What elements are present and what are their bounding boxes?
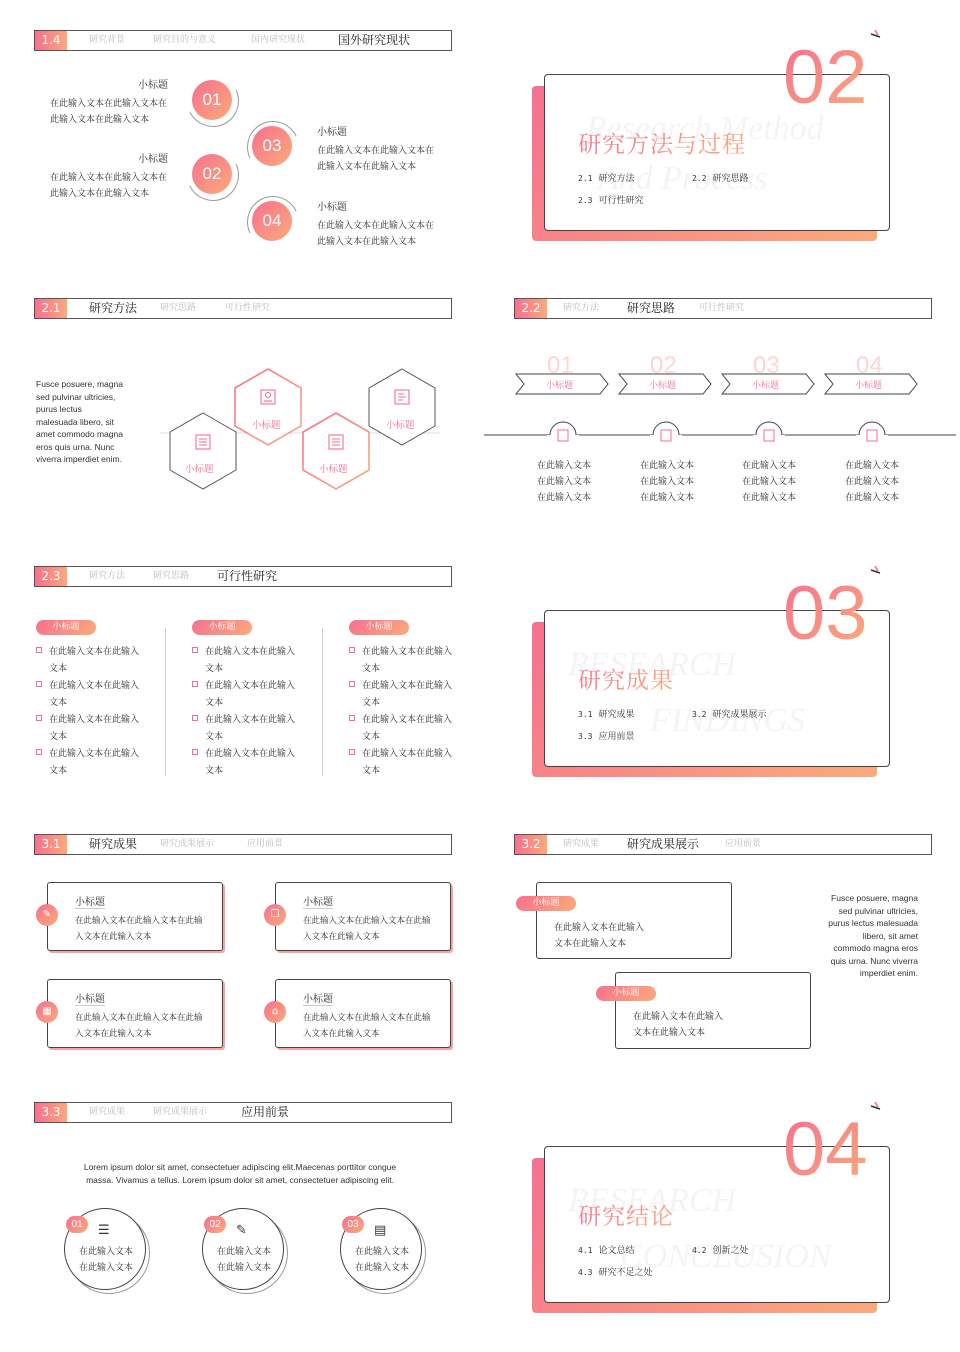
tab-findings[interactable]: 研究成果 <box>89 837 138 851</box>
tab-findings[interactable]: 研究成果 <box>89 1107 126 1117</box>
text-line: 在此输入文本 <box>845 493 900 503</box>
circle-text <box>79 1244 133 1276</box>
document-icon: ▤ <box>374 1223 387 1238</box>
section-title: 研究结论 <box>578 1198 674 1231</box>
step-label-3: 小标题 <box>752 381 780 391</box>
bullet-item: 在此输入文本在此输入 <box>349 746 452 763</box>
bullet-cont: 文本 <box>362 766 381 776</box>
text-line: 在此输入文本在此输入文本在 <box>50 99 168 109</box>
text-line: 在此输入文本在此输入文本在 <box>50 173 168 183</box>
column-pill-3: 小标题 <box>349 620 409 635</box>
item-number: 2.1 <box>578 174 593 183</box>
slide-3-2 <box>480 804 960 1072</box>
tab-approach[interactable]: 研究思路 <box>160 303 197 313</box>
building-icon: ⌂ <box>264 1001 286 1023</box>
item-number: 3.1 <box>578 710 593 719</box>
step-label-4: 小标题 <box>855 381 883 391</box>
result-box-2 <box>275 882 451 951</box>
hex-label-3: 小标题 <box>319 464 348 475</box>
slide-2-3 <box>0 536 480 804</box>
text-line: 在此输入文本 <box>742 493 797 503</box>
text-line: 在此输入文本 <box>742 477 797 487</box>
item-number: 2.3 <box>578 196 593 205</box>
tab-method[interactable]: 研究方法 <box>89 301 138 315</box>
step-label-2: 小标题 <box>649 381 677 391</box>
text-line: 在此输入文本在此输入文本在此输 <box>75 916 203 926</box>
text-line: viverra imperdiet enim. <box>36 454 122 464</box>
slide-3-1 <box>0 804 480 1072</box>
step-number-01: 01 <box>547 352 574 379</box>
tab-showcase[interactable]: 研究成果展示 <box>160 839 215 849</box>
step-text-2 <box>640 458 694 506</box>
bullet-cont: 文本 <box>49 664 68 674</box>
box-text <box>75 1010 203 1042</box>
toc-item-3-3[interactable] <box>578 729 634 742</box>
item-number: 4.1 <box>578 1246 593 1255</box>
section-02-cover <box>480 0 960 268</box>
bullet-item: 在此输入文本在此输入 <box>192 746 295 763</box>
showcase-pill-1: 小标题 <box>516 896 576 911</box>
badge-03: 03 <box>342 1216 364 1233</box>
text-line: commodo magna eros <box>833 943 918 953</box>
tab-findings[interactable]: 研究成果 <box>563 839 600 849</box>
text-line: 在此输入文本 <box>640 477 695 487</box>
tab-feasibility[interactable]: 可行性研究 <box>699 303 745 313</box>
bullet-list-3 <box>349 644 452 780</box>
bullet-cont: 文本 <box>205 664 224 674</box>
item-text-03 <box>317 143 434 175</box>
bullet-item: 在此输入文本在此输入 <box>349 644 452 661</box>
book-icon: ✎ <box>36 904 58 926</box>
bullet-item: 在此输入文本在此输入 <box>192 712 295 729</box>
header-bar <box>34 298 452 319</box>
section-title: 研究方法与过程 <box>578 126 746 159</box>
text-line: eros quis urna. Nunc <box>36 441 115 452</box>
item-title-03: 小标题 <box>317 127 347 138</box>
section-number: 3.1 <box>35 835 67 854</box>
column-pill-2: 小标题 <box>192 620 252 635</box>
showcase-box-2 <box>615 972 811 1049</box>
item-number: 3.3 <box>578 732 593 741</box>
item-text-01 <box>50 96 167 128</box>
tab-feasibility[interactable]: 可行性研究 <box>217 569 278 583</box>
box-text <box>303 913 431 945</box>
result-box-4 <box>275 979 451 1048</box>
tab-prospects[interactable]: 应用前景 <box>241 1105 290 1119</box>
text-line: 在此输入文本 <box>355 1247 410 1257</box>
toc-item-4-2[interactable] <box>692 1243 748 1256</box>
text-line: 入文本在此输入文本 <box>303 932 380 942</box>
text-line: 在此输入文本 <box>742 461 797 471</box>
header-bar <box>514 298 932 319</box>
text-line: 在此输入文本 <box>845 477 900 487</box>
bullet-cont: 文本 <box>362 732 381 742</box>
item-text-02 <box>50 170 167 202</box>
toc-item-4-1[interactable] <box>578 1243 634 1256</box>
tab-method[interactable]: 研究方法 <box>89 571 126 581</box>
step-text-4 <box>845 458 899 506</box>
hex-label-4: 小标题 <box>386 420 415 431</box>
bullet-item: 在此输入文本在此输入 <box>192 678 295 695</box>
section-title: 研究成果 <box>578 662 674 695</box>
tab-prospects[interactable]: 应用前景 <box>725 839 762 849</box>
toc-item-3-2[interactable] <box>692 707 766 720</box>
badge-03: 03 <box>252 126 292 166</box>
text-line: 在此输入文本 <box>537 493 592 503</box>
header-bar <box>34 834 452 855</box>
step-number-02: 02 <box>650 352 677 379</box>
item-number: 4.2 <box>692 1246 707 1255</box>
box-text <box>75 913 203 945</box>
result-box-1 <box>47 882 223 951</box>
circle-text <box>355 1244 409 1276</box>
text-line: 文本在此输入文本 <box>554 939 627 949</box>
section-number: 2.3 <box>35 567 67 586</box>
bullet-list-1 <box>36 644 139 780</box>
text-line: 此输入文本在此输入文本 <box>317 162 417 172</box>
text-line: 在此输入文本在此输入文本在此输 <box>75 1013 203 1023</box>
bullet-item: 在此输入文本在此输入 <box>192 644 295 661</box>
hexagon-1 <box>170 413 236 489</box>
bullet-item: 在此输入文本在此输入 <box>36 746 139 763</box>
bullet-cont: 文本 <box>49 766 68 776</box>
item-label: 研究思路 <box>712 174 749 184</box>
slide-2-2 <box>480 268 960 536</box>
tab-approach[interactable]: 研究思路 <box>153 571 190 581</box>
box-title: 小标题 <box>75 990 105 1006</box>
section-number: 03 <box>783 571 868 656</box>
item-label: 研究成果展示 <box>712 710 767 720</box>
step-number-04: 04 <box>856 352 883 379</box>
section-03-cover <box>480 536 960 804</box>
text-line: 入文本在此输入文本 <box>303 1029 380 1039</box>
step-label-1: 小标题 <box>546 381 574 391</box>
item-title-02: 小标题 <box>138 154 168 165</box>
text-line: 在此输入文本 <box>640 461 695 471</box>
bullet-cont: 文本 <box>205 698 224 708</box>
badge-04: 04 <box>252 201 292 241</box>
description-text <box>810 892 918 980</box>
badge-02: 02 <box>204 1216 226 1233</box>
intro-text <box>40 1161 440 1187</box>
hexagon-2 <box>235 369 301 445</box>
badge-01: 01 <box>66 1216 88 1233</box>
item-label: 创新之处 <box>712 1246 749 1256</box>
spark-icon <box>868 564 884 578</box>
bullet-cont: 文本 <box>205 732 224 742</box>
text-line: 在此输入文本 <box>217 1247 272 1257</box>
badge-01: 01 <box>192 80 232 120</box>
text-line: massa. Vivamus a tellus. Lorem ipsum dolor sit amet, consectetuer adipiscing elit. <box>86 1175 394 1185</box>
spark-icon <box>868 1100 884 1114</box>
item-number: 4.3 <box>578 1268 593 1277</box>
box-text <box>303 1010 431 1042</box>
bullet-item: 在此输入文本在此输入 <box>349 712 452 729</box>
text-line: 在此输入文本 <box>217 1263 272 1273</box>
description-text <box>36 378 123 466</box>
text-line: 在此输入文本在此输入文本在此输 <box>303 1013 431 1023</box>
circle-text <box>217 1244 271 1276</box>
spark-icon <box>868 28 884 42</box>
text-line: purus lectus malesuada <box>828 918 918 928</box>
text-line: 在此输入文本在此输入文本在 <box>317 146 435 156</box>
text-line: Lorem ipsum dolor sit amet, consectetuer adipiscing elit.Maecenas porttitor congue <box>83 1162 397 1172</box>
text-line: 在此输入文本 <box>640 493 695 503</box>
column-divider <box>165 628 166 776</box>
text-line: 在此输入文本 <box>845 461 900 471</box>
text-line: 在此输入文本 <box>79 1263 134 1273</box>
bullet-item: 在此输入文本在此输入 <box>36 678 139 695</box>
header-bar <box>34 1102 452 1123</box>
text-line: sed pulvinar ultricies, <box>838 905 918 916</box>
box-text <box>554 920 644 952</box>
bullet-cont: 文本 <box>49 732 68 742</box>
bullet-list-2 <box>192 644 295 780</box>
text-line: purus lectus <box>36 404 82 414</box>
text-line: 在此输入文本 <box>537 461 592 471</box>
item-label: 研究成果 <box>598 710 635 720</box>
text-line: 在此输入文本在此输入 <box>554 923 645 933</box>
hexagon-3 <box>303 413 369 489</box>
text-line: malesuada libero, sit <box>36 416 114 427</box>
item-label: 可行性研究 <box>598 196 644 206</box>
bullet-cont: 文本 <box>205 766 224 776</box>
tab-approach[interactable]: 研究思路 <box>627 301 676 315</box>
grid-icon: ▦ <box>36 1001 58 1023</box>
item-number: 2.2 <box>692 174 707 183</box>
text-line: 文本在此输入文本 <box>633 1028 706 1038</box>
bullet-cont: 文本 <box>362 664 381 674</box>
bullet-item: 在此输入文本在此输入 <box>36 644 139 661</box>
tab-foreign[interactable]: 国外研究现状 <box>338 33 411 47</box>
section-number: 02 <box>783 35 868 120</box>
tab-prospects[interactable]: 应用前景 <box>247 839 284 849</box>
text-line: sed pulvinar ultricies, <box>36 391 116 402</box>
section-number: 1.4 <box>35 31 67 50</box>
text-line: 在此输入文本在此输入 <box>633 1012 724 1022</box>
text-line: 此输入文本在此输入文本 <box>50 189 150 199</box>
text-line: 此输入文本在此输入文本 <box>317 237 417 247</box>
section-04-cover <box>480 1072 960 1340</box>
showcase-box-1 <box>536 882 732 959</box>
item-label: 应用前景 <box>598 732 635 742</box>
section-number: 3.3 <box>35 1103 67 1122</box>
text-line: 在此输入文本在此输入文本在此输 <box>303 916 431 926</box>
text-line: 在此输入文本 <box>537 477 592 487</box>
tab-showcase[interactable]: 研究成果展示 <box>627 837 700 851</box>
toc-item-4-3[interactable] <box>578 1265 652 1278</box>
section-number: 2.2 <box>515 299 547 318</box>
text-line: amet commodo magna <box>36 429 123 439</box>
box-title: 小标题 <box>303 990 333 1006</box>
slide-3-3 <box>0 1072 480 1340</box>
tab-showcase[interactable]: 研究成果展示 <box>153 1107 208 1117</box>
edit-icon: ✎ <box>236 1223 247 1238</box>
bullet-cont: 文本 <box>49 698 68 708</box>
text-line: libero, sit amet <box>862 930 918 941</box>
text-line: 入文本在此输入文本 <box>75 1029 152 1039</box>
showcase-pill-2: 小标题 <box>596 986 656 1001</box>
box-text <box>633 1009 723 1041</box>
stack-icon: ❐ <box>264 904 286 926</box>
header-bar <box>34 566 452 587</box>
header-bar <box>34 30 452 51</box>
hex-label-1: 小标题 <box>185 464 214 475</box>
text-line: 在此输入文本 <box>79 1247 134 1257</box>
slide-2-1 <box>0 268 480 536</box>
toc-item-2-3[interactable] <box>578 193 643 206</box>
bullet-item: 在此输入文本在此输入 <box>36 712 139 729</box>
toc-item-2-1[interactable] <box>578 171 634 184</box>
text-line: quis urna. Nunc viverra <box>830 955 918 966</box>
text-line: 在此输入文本在此输入文本在 <box>317 221 435 231</box>
column-pill-1: 小标题 <box>36 620 96 635</box>
database-icon: ☰ <box>98 1223 110 1238</box>
item-title-04: 小标题 <box>317 202 347 213</box>
item-text-04 <box>317 218 434 250</box>
step-text-3 <box>742 458 796 506</box>
bullet-cont: 文本 <box>362 698 381 708</box>
item-title-01: 小标题 <box>138 80 168 91</box>
box-title: 小标题 <box>75 893 105 909</box>
hexagon-4 <box>369 369 435 445</box>
step-number-03: 03 <box>753 352 780 379</box>
toc-item-3-1[interactable] <box>578 707 634 720</box>
tab-background[interactable]: 研究背景 <box>89 35 126 45</box>
step-text-1 <box>537 458 591 506</box>
section-number: 3.2 <box>515 835 547 854</box>
tab-domestic[interactable]: 国内研究现状 <box>251 35 306 45</box>
text-line: 此输入文本在此输入文本 <box>50 115 150 125</box>
bullet-item: 在此输入文本在此输入 <box>349 678 452 695</box>
text-line: 在此输入文本 <box>355 1263 410 1273</box>
hex-label-2: 小标题 <box>252 420 281 431</box>
item-number: 3.2 <box>692 710 707 719</box>
text-line: Fusce posuere, magna <box>831 893 918 903</box>
text-line: imperdiet enim. <box>859 968 918 978</box>
badge-02: 02 <box>192 154 232 194</box>
item-label: 研究方法 <box>598 174 635 184</box>
box-title: 小标题 <box>303 893 333 909</box>
tab-method[interactable]: 研究方法 <box>563 303 600 313</box>
result-box-3 <box>47 979 223 1048</box>
toc-item-2-2[interactable] <box>692 171 748 184</box>
section-number: 2.1 <box>35 299 67 318</box>
text-line: 入文本在此输入文本 <box>75 932 152 942</box>
section-number: 04 <box>783 1107 868 1192</box>
text-line: Fusce posuere, magna <box>36 379 123 389</box>
tab-purpose[interactable]: 研究目的与意义 <box>153 35 217 45</box>
item-label: 论文总结 <box>598 1246 635 1256</box>
column-divider <box>322 628 323 776</box>
item-label: 研究不足之处 <box>598 1268 653 1278</box>
tab-feasibility[interactable]: 可行性研究 <box>225 303 271 313</box>
slide-1-4 <box>0 0 480 268</box>
header-bar <box>514 834 932 855</box>
